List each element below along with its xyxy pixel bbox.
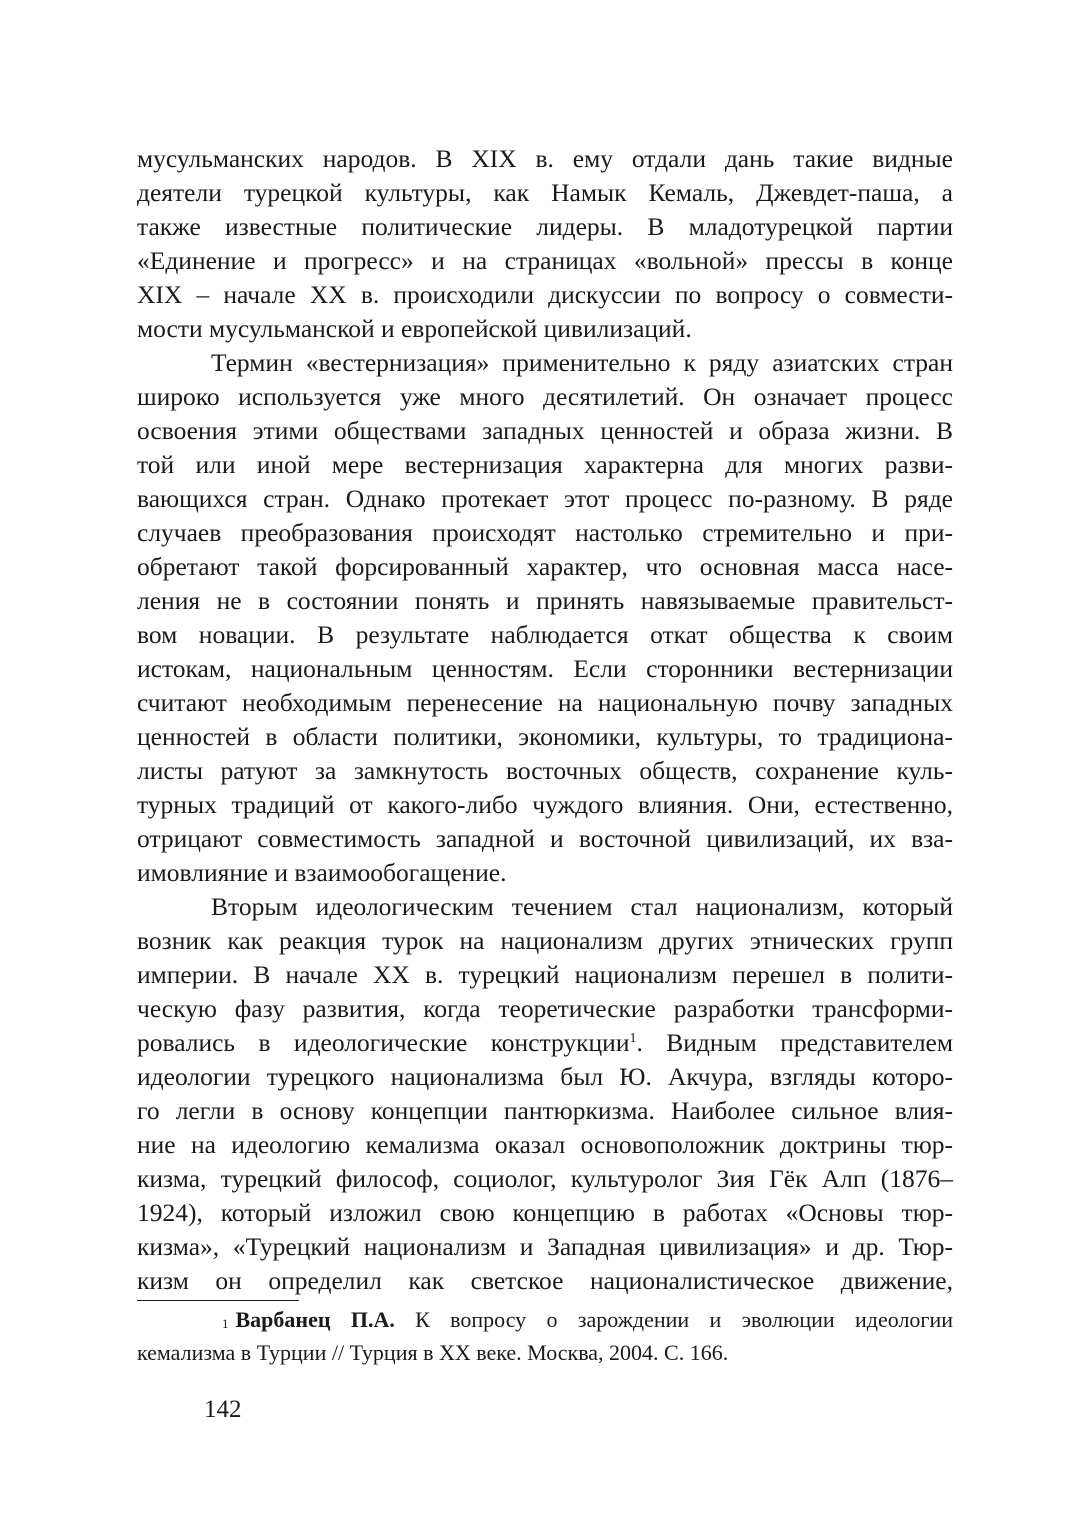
- text-line: ления не в состоянии понять и принять навязываемые правительст-: [137, 586, 953, 615]
- main-text: [137, 142, 953, 1298]
- paragraph-start-line: Термин «вестернизация» применительно к ряду азиатских стран: [211, 348, 953, 377]
- footnote-author: Варбанец П.А.: [235, 1307, 395, 1332]
- text-line: 1924), который изложил свою концепцию в работах «Основы тюр-: [137, 1198, 953, 1227]
- text-line: ценностей в области политики, экономики, культуры, то традициона-: [137, 722, 953, 751]
- text-line: также известные политические лидеры. В младотурецкой партии: [137, 212, 953, 241]
- footnote-line: [137, 1303, 953, 1336]
- text-line: турных традиций от какого-либо чуждого влияния. Они, естественно,: [137, 790, 953, 819]
- text-line: идеологии турецкого национализма был Ю. Акчура, взгляды которо-: [137, 1062, 953, 1091]
- footnote-text: К вопросу о зарождении и эволюции идеологии: [394, 1307, 953, 1332]
- footnote-divider: [137, 1300, 299, 1301]
- footnote: [137, 1303, 953, 1369]
- footnote-number: 1: [222, 1316, 229, 1331]
- text-line: ческую фазу развития, когда теоретические разработки трансформи-: [137, 994, 953, 1023]
- text-line-with-footnote: [137, 1026, 953, 1060]
- text-line: вающихся стран. Однако протекает этот процесс по-разному. В ряде: [137, 484, 953, 513]
- text-line: той или иной мере вестернизация характерна для многих разви-: [137, 450, 953, 479]
- text-segment: ровались в идеологические конструкции: [137, 1028, 630, 1057]
- page-number: 142: [204, 1396, 242, 1423]
- footnote-line: кемализма в Турции // Турция в XX веке. Москва, 2004. С. 166.: [137, 1340, 729, 1365]
- text-line: кизм он определил как светское националистическое движение,: [137, 1266, 953, 1295]
- text-line: истокам, национальным ценностям. Если сторонники вестернизации: [137, 654, 953, 683]
- text-line: «Единение и прогресс» и на страницах «вольной» прессы в конце: [137, 246, 953, 275]
- text-line: ние на идеологию кемализма оказал основоположник доктрины тюр-: [137, 1130, 953, 1159]
- text-line: деятели турецкой культуры, как Намык Кемаль, Джевдет-паша, а: [137, 178, 953, 207]
- text-line: обретают такой форсированный характер, что основная масса насе-: [137, 552, 953, 581]
- text-line: вом новации. В результате наблюдается откат общества к своим: [137, 620, 953, 649]
- text-line: случаев преобразования происходят настолько стремительно и при-: [137, 518, 953, 547]
- text-line: освоения этими обществами западных ценностей и образа жизни. В: [137, 416, 953, 445]
- footnote-reference[interactable]: 1: [629, 1031, 637, 1046]
- text-line: отрицают совместимость западной и восточной цивилизаций, их вза-: [137, 824, 953, 853]
- text-line: мусульманских народов. В XIX в. ему отдали дань такие видные: [137, 144, 953, 173]
- text-line: го легли в основу концепции пантюркизма. Наиболее сильное влия-: [137, 1096, 953, 1125]
- text-line: мости мусульманской и европейской цивилизаций.: [137, 314, 692, 343]
- paragraph-start-line: Вторым идеологическим течением стал национализм, который: [211, 892, 953, 921]
- text-line: возник как реакция турок на национализм других этнических групп: [137, 926, 953, 955]
- text-line: кизма, турецкий философ, социолог, культуролог Зия Гёк Алп (1876–: [137, 1164, 953, 1193]
- text-segment: . Видным представителем: [636, 1028, 953, 1057]
- text-line: XIX – начале XX в. происходили дискуссии по вопросу о совмести-: [137, 280, 953, 309]
- text-line: имовлияние и взаимообогащение.: [137, 858, 507, 887]
- text-line: империи. В начале XX в. турецкий национализм перешел в полити-: [137, 960, 953, 989]
- text-line: широко используется уже много десятилетий. Он означает процесс: [137, 382, 953, 411]
- text-line: кизма», «Турецкий национализм и Западная цивилизация» и др. Тюр-: [137, 1232, 953, 1261]
- text-line: листы ратуют за замкнутость восточных обществ, сохранение куль-: [137, 756, 953, 785]
- text-line: считают необходимым перенесение на национальную почву западных: [137, 688, 953, 717]
